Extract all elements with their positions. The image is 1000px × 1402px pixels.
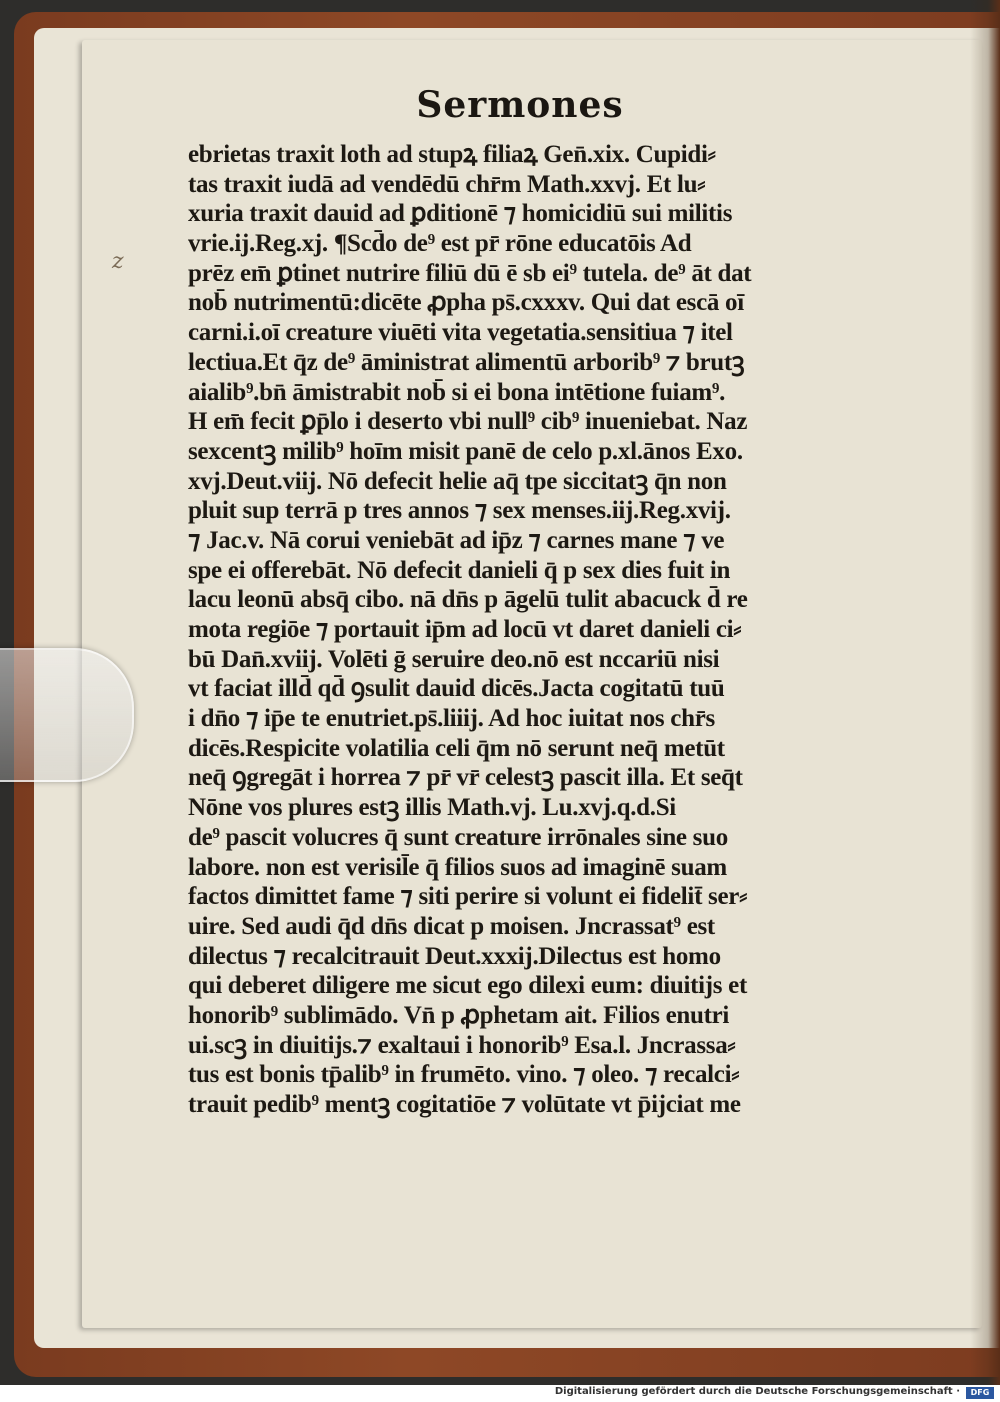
text-line: i dn̄o ⁊ ip̄e te enutriet.ps̄.liiij. Ad hoc iuitat nos chr̄s — [188, 705, 715, 733]
text-line: uire. Sed audi q̄d dn̄s dicat p moisen. Jncrassat⁹ est — [188, 912, 715, 940]
text-block — [188, 140, 860, 1120]
text-line: lacu leonū absq̄ cibo. nā dn̄s p āgelū tulit abacuck d̄ re — [188, 586, 748, 614]
text-line: xuria traxit dauid ad ꝑditionē ⁊ homicidiū sui militis — [188, 200, 733, 228]
text-line: tus est bonis tp̄alib⁹ in frumēto. vino. ⁊ oleo. ⁊ recalci⸗ — [188, 1061, 740, 1089]
text-line: sexcentꝫ milib⁹ hoīm misit panē de celo p.xl.ānos Exo. — [188, 437, 743, 465]
margin-note: z — [112, 249, 124, 274]
text-line: lectiua.Et q̄z de⁹ āministrat alimentū arborib⁹ ⁊ brutꝫ — [188, 348, 745, 376]
text-line: xvj.Deut.viij. Nō defecit helie aq̄ tpe siccitatꝫ q̄n non — [188, 467, 727, 495]
text-line: ebrietas traxit loth ad stupꝝ filiaꝝ Gen̄.xix. Cupidi⸗ — [188, 141, 716, 168]
text-line: Nōne vos plures estꝫ illis Math.vj. Lu.xvj.q.d.Si — [188, 794, 676, 822]
funding-credit: Digitalisierung gefördert durch die Deutsche Forschungsgemeinschaft · — [554, 1386, 960, 1397]
text-line: nob̄ nutrimentū:dicēte ꝓpha ps̄.cxxxv. Qui dat escā oī — [188, 289, 744, 317]
text-line: labore. non est verisil̄e q̄ filios suos ad imaginē suam — [188, 853, 727, 881]
text-line: H em̄ fecit ꝑp̄lo i deserto vbi null⁹ cib⁹ inueniebat. Naz — [188, 408, 748, 436]
text-line: ui.scꝫ in diuitijs.⁊ exaltaui i honorib⁹ Esa.l. Jncrassa⸗ — [188, 1031, 736, 1059]
dfg-logo: DFG — [966, 1387, 994, 1399]
text-line: carni.i.oī creature viuēti vita vegetatia.sensitiua ⁊ itel — [188, 319, 733, 347]
glass-clip — [0, 648, 134, 782]
text-line: bū Dan̄.xviij. Volēti ḡ seruire deo.nō est nccariū nisi — [188, 645, 720, 673]
text-line: trauit pedib⁹ mentꝫ cogitatiōe ⁊ volūtate vt p̄ijciat me — [188, 1091, 741, 1118]
text-line: vrie.ij.Reg.xj. ¶Scd̄o de⁹ est pr̄ rōne educatōis Ad — [188, 230, 692, 258]
text-line: spe ei offerebāt. Nō defecit danieli q̄ p sex dies fuit in — [188, 556, 731, 584]
page-gutter — [970, 0, 1000, 1385]
text-line: honorib⁹ sublimādo. Vn̄ p ꝓphetam ait. Filios enutri — [188, 1001, 730, 1029]
text-line: neq̄ ꝯgregāt i horrea ⁊ pr̄ vr̄ celestꝫ pascit illa. Et seq̄t — [188, 764, 743, 792]
running-heading: Sermones — [416, 84, 624, 126]
text-line: qui deberet diligere me sicut ego dilexi eum: diuitijs et — [188, 972, 747, 1000]
text-line: de⁹ pascit volucres q̄ sunt creature irrōnales sine suo — [188, 823, 728, 851]
text-line: factos dimittet fame ⁊ siti perire si volunt ei fidelit̄ ser⸗ — [188, 883, 748, 911]
text-line: prēz em̄ ꝑtinet nutrire filiū dū ē sb ei⁹ tutela. de⁹ āt dat — [188, 259, 752, 287]
text-line: ⁊ Jac.v. Nā corui veniebāt ad ip̄z ⁊ carnes mane ⁊ ve — [188, 526, 725, 554]
text-line: dicēs.Respicite volatilia celi q̄m nō serunt neq̄ metūt — [188, 734, 725, 762]
text-line: mota regiōe ⁊ portauit ip̄m ad locū vt daret danieli ci⸗ — [188, 616, 742, 643]
text-line: dilectus ⁊ recalcitrauit Deut.xxxij.Dilectus est homo — [188, 942, 721, 970]
text-line: tas traxit iudā ad vendēdū chr̄m Math.xxvj. Et lu⸗ — [188, 170, 706, 198]
text-line: pluit sup terrā p tres annos ⁊ sex menses.iij.Reg.xvij. — [188, 497, 731, 525]
text-line: vt faciat illd̄ qd̄ ꝯsulit dauid dicēs.Jacta cogitatū tuū — [188, 675, 725, 703]
footer-bar — [0, 1385, 1000, 1402]
text-line: aialib⁹.bn̄ āmistrabit nob̄ si ei bona intētione fuiam⁹. — [188, 378, 726, 406]
